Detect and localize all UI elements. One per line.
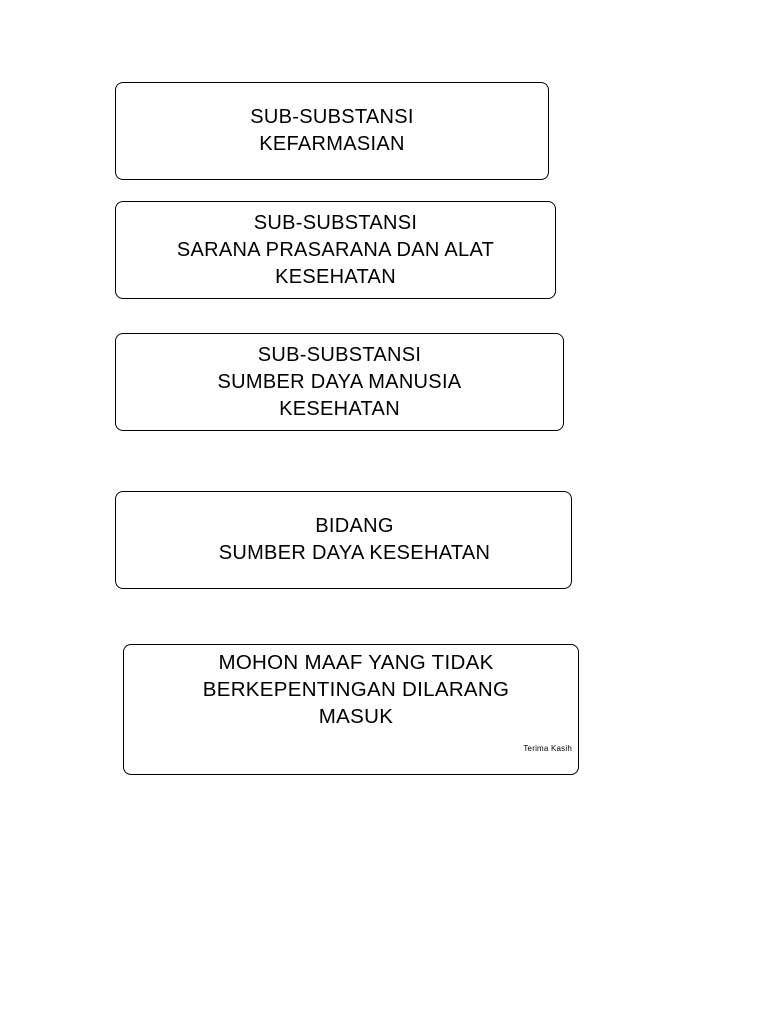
sign-text xyxy=(250,104,414,158)
sign-text xyxy=(218,342,462,423)
sign-line: BIDANG xyxy=(315,515,394,537)
sign-kefarmasian xyxy=(115,82,549,180)
sign-line: MOHON MAAF YANG TIDAK xyxy=(218,651,494,674)
sign-line: SARANA PRASARANA DAN ALAT xyxy=(176,238,495,261)
sign-line: MASUK xyxy=(318,705,394,728)
sign-text xyxy=(203,649,510,730)
sign-line: SUMBER DAYA KESEHATAN xyxy=(218,542,491,564)
sign-text xyxy=(177,210,494,291)
sign-line: SUB-SUBSTANSI xyxy=(253,211,418,234)
sign-sarana-prasarana xyxy=(115,201,556,299)
thank-you-note: Terima Kasih xyxy=(523,744,572,753)
sign-line: SUB-SUBSTANSI xyxy=(257,343,422,366)
sign-line: SUMBER DAYA MANUSIA xyxy=(217,370,462,393)
sign-line: KESEHATAN xyxy=(279,397,400,420)
sign-sumber-daya-manusia xyxy=(115,333,564,431)
sign-dilarang-masuk xyxy=(123,644,579,775)
sign-text xyxy=(219,513,491,567)
sign-line: SUB-SUBSTANSI xyxy=(250,106,414,128)
sign-line: BERKEPENTINGAN DILARANG xyxy=(202,678,510,701)
sign-bidang xyxy=(115,491,572,589)
sign-line: KESEHATAN xyxy=(275,265,396,288)
sign-line: KEFARMASIAN xyxy=(259,133,405,155)
